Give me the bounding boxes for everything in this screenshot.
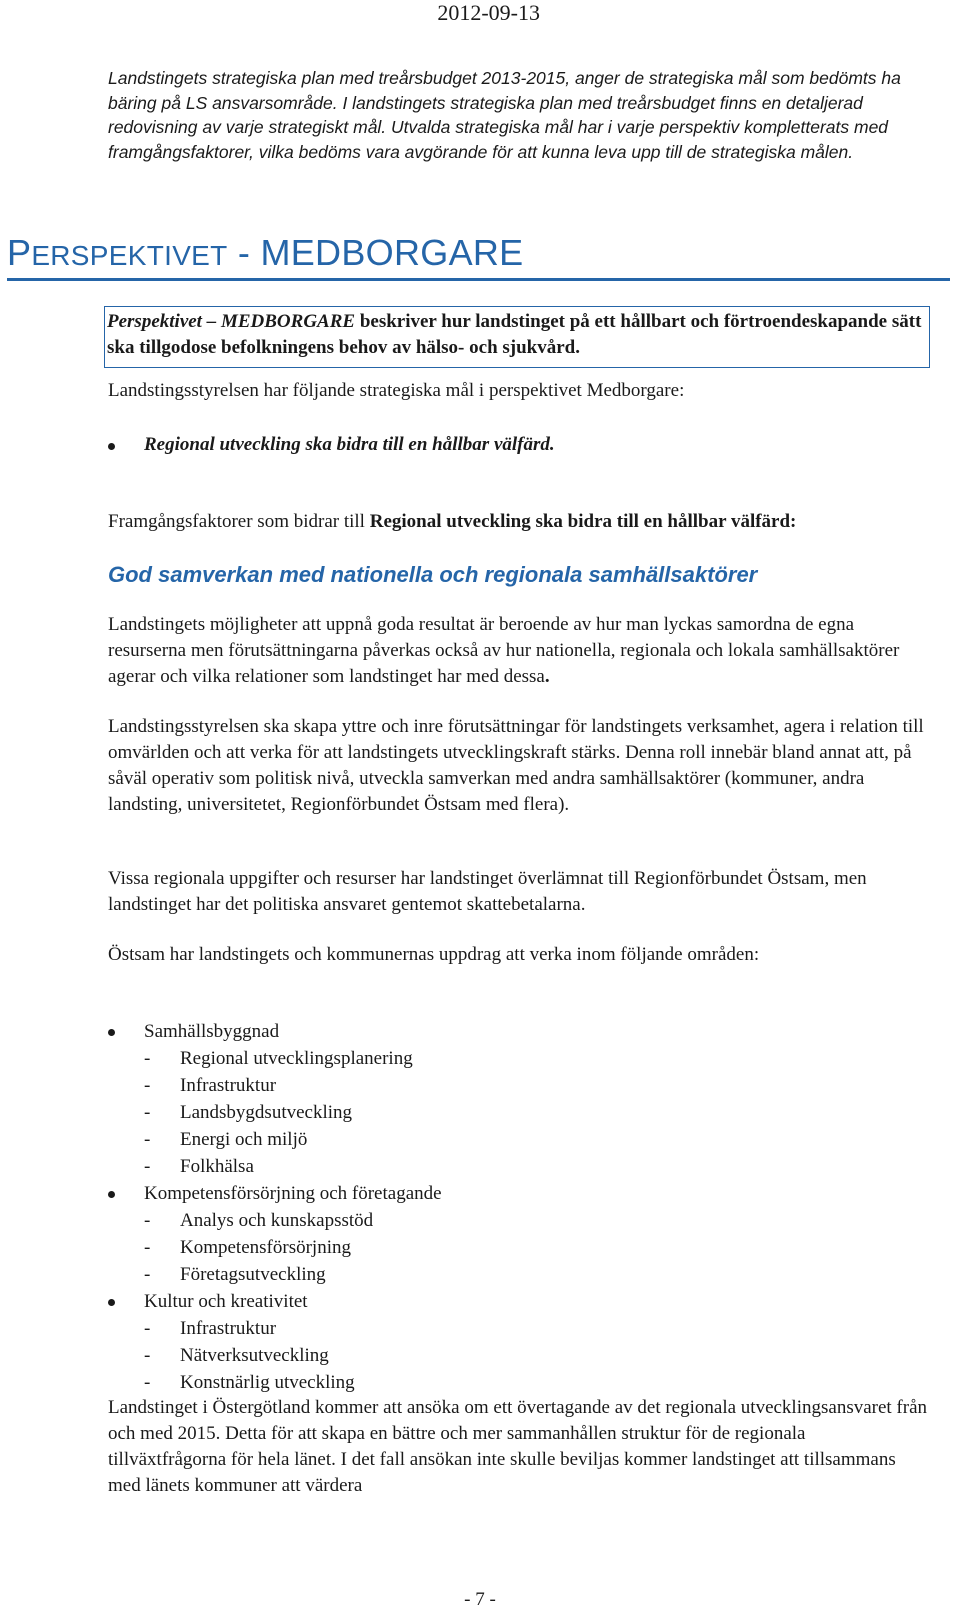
box-italic-lead: Perspektivet – MEDBORGARE <box>107 311 356 332</box>
list-sub-item: - Konstnärlig utveckling <box>144 1372 355 1393</box>
list-sub-item: - Folkhälsa <box>144 1156 254 1177</box>
paragraph-resources-end: . <box>544 666 550 687</box>
list-sub-item: - Infrastruktur <box>144 1075 277 1096</box>
bullet-icon <box>108 1299 115 1306</box>
heading-initial: P <box>7 232 32 273</box>
paragraph-application: Landstinget i Östergötland kommer att ansöka om ett övertagande av det regionala utvecklingsansvaret från och med 2015. Detta för att skapa en bättre och mer sammanhållen struktur för de regionala tillväxtfrågorna för hela länet. I det fall ansökan inte skulle beviljas kommer landstinget att tillsammans med länets kommuner att värdera <box>108 1397 928 1496</box>
list-item: Kultur och kreativitet <box>108 1288 908 1315</box>
factors-line <box>108 509 928 535</box>
list-item: Kompetensförsörjning och företagande <box>108 1180 908 1207</box>
list-sub-item: - Nätverksutveckling <box>144 1345 329 1366</box>
intro-paragraph: Landstingets strategiska plan med treårsbudget 2013-2015, anger de strategiska mål som bedömts ha bäring på LS ansvarsområde. I landstingets strategiska plan med treårsbudget finns en detaljerad redovisning av varje strategiskt mål. Utvalda strategiska mål har i varje perspektiv kompletterats med framgångsfaktorer, vilka bedöms vara avgörande för att kunna leva upp till de strategiska målen. <box>108 68 901 162</box>
areas-list <box>108 1018 908 1396</box>
list-item: Samhällsbyggnad <box>108 1018 908 1045</box>
paragraph-ostsam-tasks: Vissa regionala uppgifter och resurser har landstinget överlämnat till Regionförbundet Östsam, men landstinget har det politiska ansvaret gentemot skattebetalarna. <box>108 868 867 915</box>
paragraph-resources-text: Landstingets möjligheter att uppnå goda resultat är beroende av hur man lyckas samordna de egna resurserna men förutsättningarna påverkas också av hur nationella, regionala och lokala samhällsaktörer agerar och vilka relationer som landstinget har med dessa <box>108 614 900 687</box>
list-sub-item: - Landsbygdsutveckling <box>144 1102 353 1123</box>
list-sub-item: - Infrastruktur <box>144 1318 277 1339</box>
list-sub-item: - Regional utvecklingsplanering <box>144 1048 413 1069</box>
heading-suffix: - MEDBORGARE <box>227 232 524 273</box>
bullet-icon <box>108 443 115 450</box>
page-header-date: 2012-09-13 <box>437 0 540 25</box>
success-factor-heading: God samverkan med nationella och regionala samhällsaktörer <box>108 562 758 587</box>
heading-rest: ERSPEKTIVET <box>31 240 228 271</box>
list-sub-item: - Företagsutveckling <box>144 1264 326 1285</box>
perspective-description-box <box>104 306 930 368</box>
page-number: - 7 - <box>464 1589 496 1610</box>
bullet-icon <box>108 1191 115 1198</box>
paragraph-ostsam-areas: Östsam har landstingets och kommunernas uppdrag att verka inom följande områden: <box>108 944 760 965</box>
list-sub-item: - Energi och miljö <box>144 1129 308 1150</box>
section-heading <box>7 232 524 274</box>
goal-text: Regional utveckling ska bidra till en hållbar välfärd. <box>144 434 555 455</box>
factors-prefix: Framgångsfaktorer som bidrar till <box>108 511 370 532</box>
paragraph-resources <box>108 612 928 690</box>
paragraph-board-role: Landstingsstyrelsen ska skapa yttre och inre förutsättningar för landstingets verksamhet, agera i relation till omvärlden och att verka för att landstingets utvecklingskraft stärks. Denna roll innebär bland annat att, på såväl operativ som politisk nivå, utveckla samverkan med andra samhällsaktörer (kommuner, andra landsting, universitetet, Regionförbundet Östsam med flera). <box>108 716 924 815</box>
box-text: beskriver hur landstinget på ett hållbart och förtroendeskapande sätt ska tillgodose befolkningens behov av hälso- och sjukvård. <box>107 311 922 358</box>
bullet-icon <box>108 1029 115 1036</box>
goals-intro: Landstingsstyrelsen har följande strategiska mål i perspektivet Medborgare: <box>108 380 685 401</box>
list-sub-item: - Analys och kunskapsstöd <box>144 1210 374 1231</box>
heading-underline <box>7 278 950 281</box>
list-sub-item: - Kompetensförsörjning <box>144 1237 351 1258</box>
factors-bold: Regional utveckling ska bidra till en hållbar välfärd: <box>369 511 797 532</box>
